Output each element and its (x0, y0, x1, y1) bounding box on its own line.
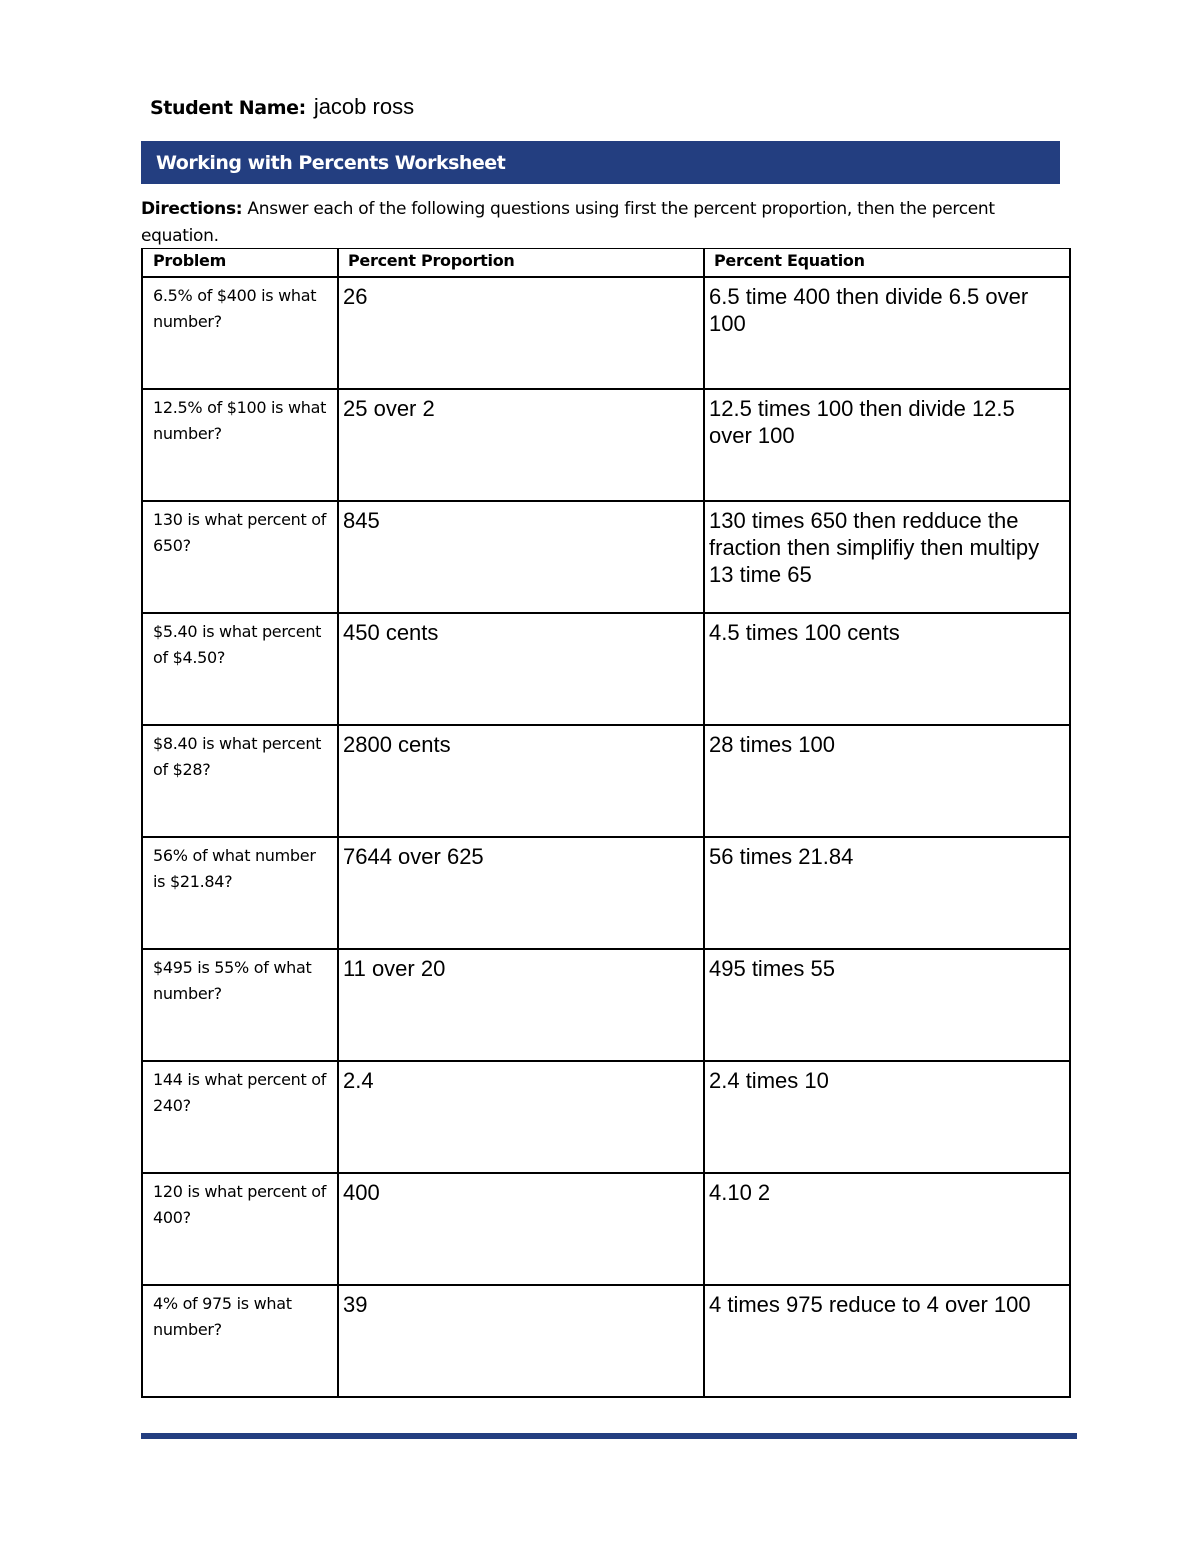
header-percent-equation: Percent Equation (704, 249, 1070, 277)
problem-cell: $495 is 55% of what number? (142, 949, 338, 1061)
table-row (142, 1285, 1070, 1397)
directions (141, 196, 1071, 250)
proportion-answer-cell[interactable]: 845 (338, 501, 704, 613)
equation-answer-cell[interactable]: 4 times 975 reduce to 4 over 100 (704, 1285, 1070, 1397)
directions-text: Answer each of the following questions using first the percent proportion, then the percent equation. (141, 199, 995, 246)
problem-cell: 120 is what percent of 400? (142, 1173, 338, 1285)
header-percent-proportion: Percent Proportion (338, 249, 704, 277)
proportion-answer-cell[interactable]: 25 over 2 (338, 389, 704, 501)
proportion-answer-cell[interactable]: 26 (338, 277, 704, 389)
problem-cell: 4% of 975 is what number? (142, 1285, 338, 1397)
footer-divider (141, 1433, 1077, 1439)
proportion-answer-cell[interactable]: 450 cents (338, 613, 704, 725)
equation-answer-cell[interactable]: 6.5 time 400 then divide 6.5 over 100 (704, 277, 1070, 389)
equation-answer-cell[interactable]: 56 times 21.84 (704, 837, 1070, 949)
problem-cell: $8.40 is what percent of $28? (142, 725, 338, 837)
problem-cell: 6.5% of $400 is what number? (142, 277, 338, 389)
problem-cell: 130 is what percent of 650? (142, 501, 338, 613)
equation-answer-cell[interactable]: 4.10 2 (704, 1173, 1070, 1285)
equation-answer-cell[interactable]: 4.5 times 100 cents (704, 613, 1070, 725)
worksheet-title-bar (141, 141, 1060, 184)
proportion-answer-cell[interactable]: 7644 over 625 (338, 837, 704, 949)
problem-cell: $5.40 is what percent of $4.50? (142, 613, 338, 725)
problem-cell: 144 is what percent of 240? (142, 1061, 338, 1173)
proportion-answer-cell[interactable]: 11 over 20 (338, 949, 704, 1061)
header-problem: Problem (142, 249, 338, 277)
equation-answer-cell[interactable]: 12.5 times 100 then divide 12.5 over 100 (704, 389, 1070, 501)
proportion-answer-cell[interactable]: 2.4 (338, 1061, 704, 1173)
table-row (142, 949, 1070, 1061)
table-row (142, 389, 1070, 501)
table-row (142, 1061, 1070, 1173)
equation-answer-cell[interactable]: 28 times 100 (704, 725, 1070, 837)
equation-answer-cell[interactable]: 495 times 55 (704, 949, 1070, 1061)
student-name-line (150, 94, 414, 124)
problem-cell: 56% of what number is $21.84? (142, 837, 338, 949)
worksheet-title: Working with Percents Worksheet (156, 151, 506, 174)
directions-label: Directions: (141, 199, 243, 219)
table-row (142, 1173, 1070, 1285)
problem-cell: 12.5% of $100 is what number? (142, 389, 338, 501)
table-header-row (142, 249, 1070, 277)
worksheet-table (141, 248, 1071, 1398)
proportion-answer-cell[interactable]: 400 (338, 1173, 704, 1285)
student-name-value[interactable]: jacob ross (313, 94, 415, 119)
proportion-answer-cell[interactable]: 39 (338, 1285, 704, 1397)
equation-answer-cell[interactable]: 2.4 times 10 (704, 1061, 1070, 1173)
proportion-answer-cell[interactable]: 2800 cents (338, 725, 704, 837)
table-row (142, 277, 1070, 389)
equation-answer-cell[interactable]: 130 times 650 then redduce the fraction then simplifiy then multipy 13 time 65 (704, 501, 1070, 613)
table-row (142, 613, 1070, 725)
table-row (142, 725, 1070, 837)
table-row (142, 837, 1070, 949)
student-name-label: Student Name: (150, 97, 306, 119)
table-row (142, 501, 1070, 613)
